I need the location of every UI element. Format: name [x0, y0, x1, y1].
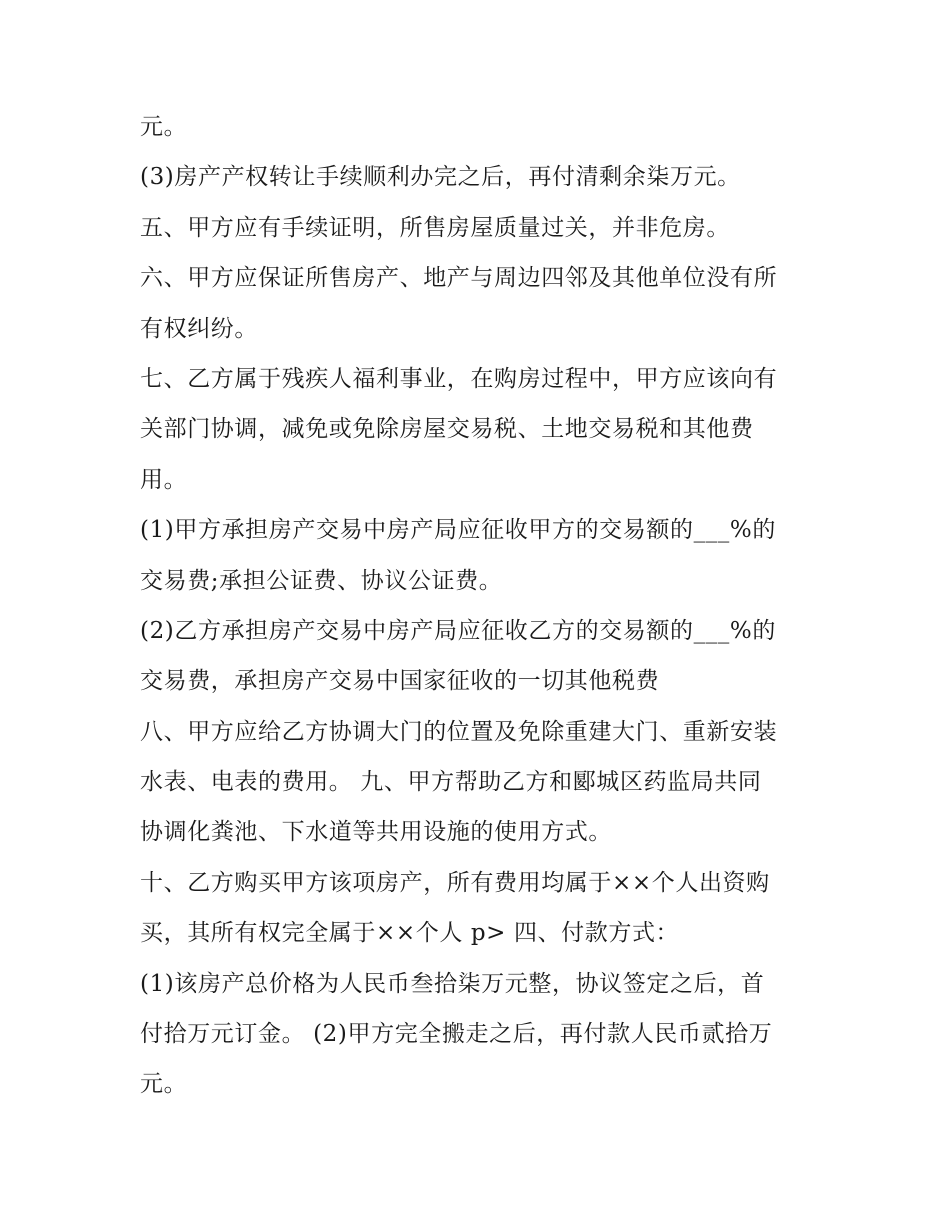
text-line: 水表、电表的费用。 九、甲方帮助乙方和郾城区药监局共同: [140, 769, 762, 796]
text-line: 付拾万元订金。 (2)甲方完全搬走之后，再付款人民币贰拾万: [140, 1021, 773, 1048]
text-line: 有权纠纷。: [140, 315, 258, 342]
text-line: 交易费;承担公证费、协议公证费。: [140, 567, 503, 594]
text-line: 八、甲方应给乙方协调大门的位置及免除重建大门、重新安装: [140, 718, 778, 745]
text-line: 五、甲方应有手续证明，所售房屋质量过关，并非危房。: [140, 214, 730, 241]
text-line: 七、乙方属于残疾人福利事业，在购房过程中，甲方应该向有: [140, 365, 778, 392]
text-line: (2)乙方承担房产交易中房产局应征收乙方的交易额的___%的: [140, 617, 776, 644]
text-line: 关部门协调，减免或免除房屋交易税、土地交易税和其他费: [140, 416, 754, 443]
text-line: 协调化粪池、下水道等共用设施的使用方式。: [140, 819, 612, 846]
text-line: 元。: [140, 1071, 188, 1098]
text-line: 六、甲方应保证所售房产、地产与周边四邻及其他单位没有所: [140, 265, 778, 292]
text-line: 元。: [140, 114, 188, 140]
text-line: (1)该房产总价格为人民币叁拾柒万元整，协议签定之后，首: [140, 970, 765, 997]
text-line: 用。: [140, 466, 188, 493]
document-body: [140, 102, 820, 1110]
text-line: 交易费，承担房产交易中国家征收的一切其他税费: [140, 668, 660, 695]
text-line: 买，其所有权完全属于××个人 p> 四、付款方式：: [140, 920, 680, 947]
text-line: 十、乙方购买甲方该项房产，所有费用均属于××个人出资购: [140, 869, 770, 896]
text-line: (3)房产产权转让手续顺利办完之后，再付清剩余柒万元。: [140, 164, 741, 191]
text-line: (1)甲方承担房产交易中房产局应征收甲方的交易额的___%的: [140, 517, 776, 544]
